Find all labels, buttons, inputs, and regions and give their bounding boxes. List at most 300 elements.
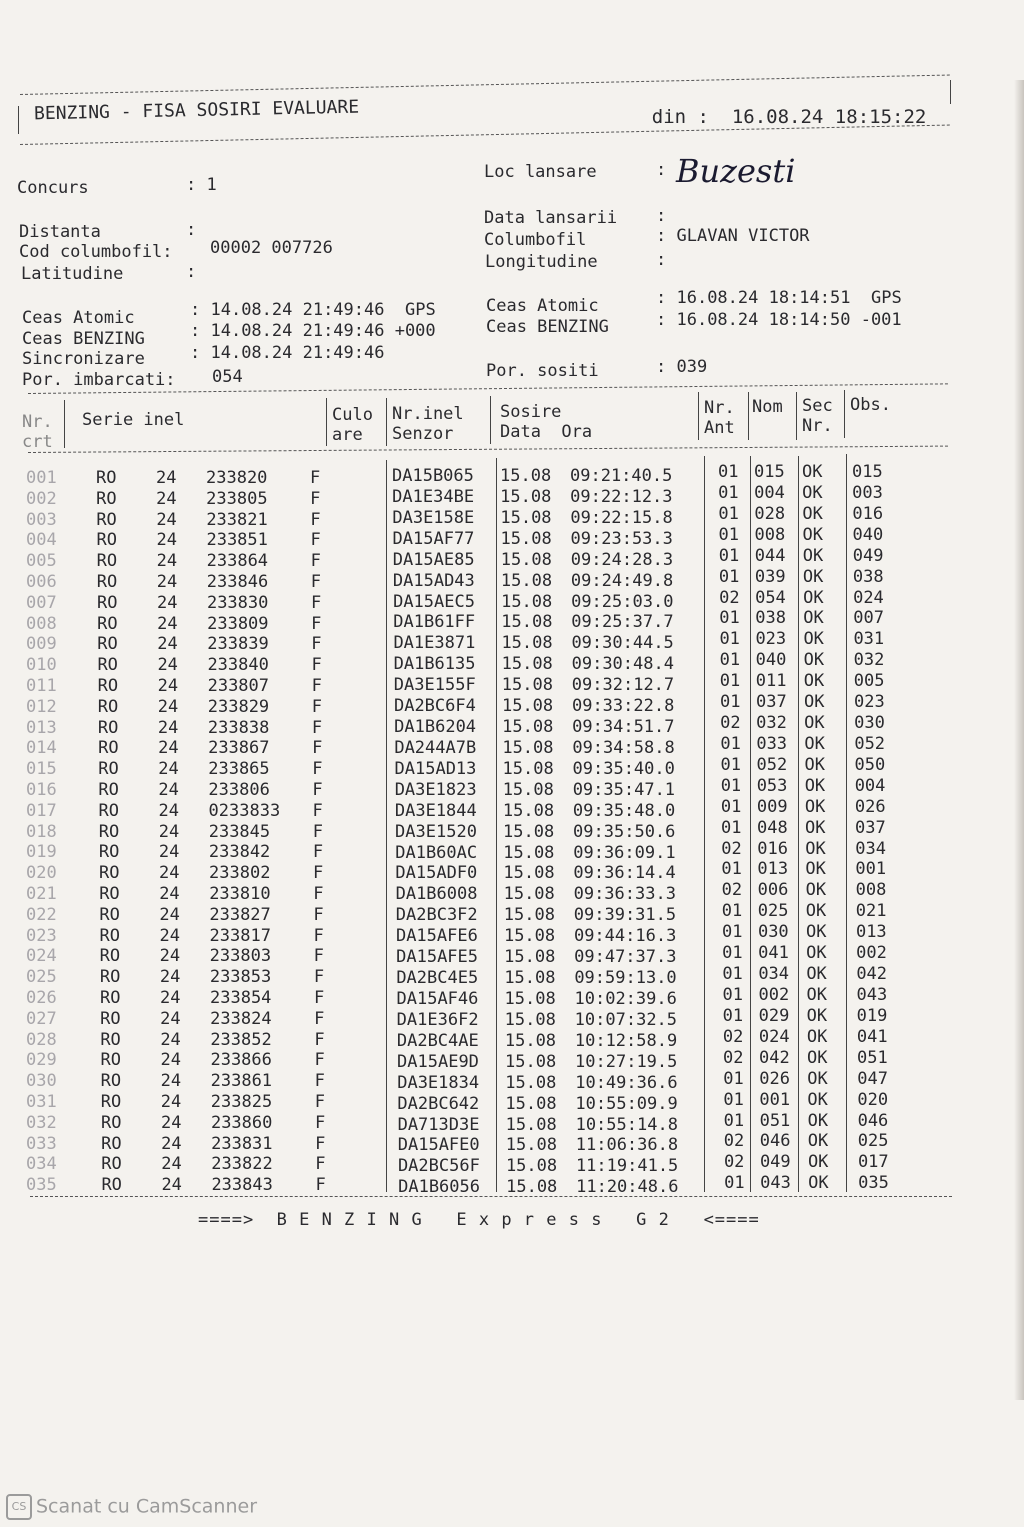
cell-time: 09:35:47.1 [572, 779, 676, 800]
cell-ro: RO [101, 1154, 122, 1175]
cell-time: 11:20:48.6 [576, 1177, 679, 1198]
cell-nom: 024 [758, 1026, 790, 1047]
cell-senz: DA2BC642 [397, 1093, 480, 1114]
cell-sec: OK [802, 462, 823, 482]
cell-num: 233809 [207, 613, 269, 634]
cell-ant: 01 [718, 524, 740, 545]
cell-senz: DA2BC4E5 [396, 968, 479, 989]
cell-sec: OK [808, 1173, 829, 1194]
cell-f: F [312, 738, 323, 759]
cell-num: 233846 [206, 572, 269, 592]
table-row [0, 1154, 1024, 1175]
cell-f: F [313, 946, 324, 967]
cell-date: 15.08 [500, 528, 552, 549]
cell-f: F [313, 925, 324, 946]
columbofil-label: Columbofil [484, 230, 587, 250]
cell-yr: 24 [158, 821, 180, 842]
cell-senz: DA3E158E [392, 507, 475, 528]
cell-f: F [313, 904, 324, 925]
cell-sec: OK [804, 775, 826, 796]
cell-num: 233853 [209, 967, 272, 988]
cell-sec: OK [807, 1089, 828, 1110]
cell-yr: 24 [161, 1154, 182, 1175]
cell-nom: 052 [756, 754, 788, 775]
cell-yr: 24 [158, 738, 179, 759]
cell-obs: 019 [856, 1005, 888, 1026]
cell-nom: 013 [757, 859, 789, 880]
cell-num: 233867 [208, 738, 270, 759]
cell-ro: RO [98, 800, 120, 821]
cell-ro: RO [100, 1112, 122, 1133]
cod-columbofil-value: 00002 007726 [210, 238, 333, 258]
cell-yr: 24 [156, 509, 177, 530]
cell-nom: 001 [759, 1089, 791, 1110]
cell-nr: 026 [26, 988, 57, 1008]
cell-sec: OK [804, 796, 826, 817]
cell-time: 09:35:48.0 [572, 800, 676, 821]
cell-nr: 004 [26, 530, 57, 551]
cell-f: F [314, 1050, 325, 1071]
cell-ant: 02 [723, 1131, 745, 1152]
cell-num: 233820 [206, 468, 268, 488]
cell-yr: 24 [160, 1029, 181, 1050]
imbarcati-value: 054 [212, 367, 243, 387]
cell-num: 233803 [209, 946, 272, 967]
cell-f: F [311, 634, 322, 655]
cell-date: 15.08 [503, 842, 555, 863]
cell-date: 15.08 [501, 675, 553, 696]
cell-num: 233830 [206, 592, 269, 613]
cell-obs: 024 [853, 587, 884, 608]
cell-nr: 021 [26, 884, 57, 904]
cell-yr: 24 [158, 842, 180, 863]
cell-sec: OK [807, 1131, 829, 1152]
cell-f: F [311, 613, 322, 634]
cell-obs: 004 [854, 775, 886, 796]
cell-ant: 01 [721, 859, 742, 880]
cell-obs: 049 [852, 545, 884, 566]
cell-senz: DA1B6008 [395, 884, 478, 905]
cell-sec: OK [803, 587, 824, 608]
cell-nom: 029 [758, 1005, 790, 1026]
cell-sec: OK [803, 692, 825, 713]
cell-nr: 013 [26, 717, 57, 738]
ceas-benzing-left-value: : 14.08.24 21:49:46 +000 [190, 321, 436, 341]
cell-yr: 24 [160, 1071, 182, 1092]
cell-ro: RO [100, 1008, 121, 1029]
cell-senz: DA15B065 [392, 466, 474, 486]
cell-num: 233842 [208, 842, 271, 863]
cell-time: 11:19:41.5 [575, 1156, 679, 1177]
cell-ro: RO [96, 488, 117, 509]
data-lansarii-label: Data lansarii [484, 208, 618, 228]
cell-senz: DA713D3E [397, 1114, 480, 1135]
col-header-obs: Obs. [850, 395, 891, 415]
cell-obs: 050 [854, 754, 886, 775]
sincronizare-value: : 14.08.24 21:49:46 [190, 343, 385, 363]
cell-yr: 24 [159, 863, 180, 884]
cell-yr: 24 [159, 967, 181, 988]
cell-date: 15.08 [503, 905, 555, 926]
cell-nom: 054 [755, 587, 786, 608]
cell-ant: 01 [719, 671, 741, 692]
distanta-colon: : [186, 220, 197, 240]
cell-senz: DA15AF46 [396, 989, 479, 1009]
cell-time: 09:39:31.5 [573, 905, 677, 926]
cell-ant: 01 [718, 503, 739, 524]
cell-date: 15.08 [505, 1156, 558, 1177]
cell-f: F [310, 468, 321, 488]
cell-f: F [310, 509, 321, 530]
cell-time: 09:33:22.8 [571, 696, 675, 717]
latitudine-colon: : [186, 262, 197, 282]
cell-senz: DA2BC4AE [396, 1030, 479, 1051]
cell-sec: OK [802, 545, 824, 566]
cell-senz: DA1E36F2 [396, 1009, 479, 1030]
cell-ro: RO [99, 884, 120, 904]
cell-sec: OK [802, 482, 823, 503]
cell-senz: DA1B61FF [393, 612, 476, 633]
cell-num: 233864 [206, 551, 269, 572]
cell-senz: DA15AFE6 [395, 926, 478, 947]
cell-nr: 031 [26, 1092, 57, 1112]
cell-time: 10:49:36.6 [575, 1072, 678, 1093]
cell-ro: RO [99, 925, 120, 946]
cell-nom: 008 [754, 524, 786, 545]
cell-f: F [314, 1008, 325, 1029]
cell-yr: 24 [158, 759, 179, 780]
cell-date: 15.08 [501, 612, 553, 633]
cell-nr: 029 [26, 1050, 57, 1071]
cell-sec: OK [802, 524, 824, 545]
cell-nom: 006 [757, 880, 789, 901]
cell-nr: 009 [26, 634, 57, 655]
cell-ant: 02 [723, 1047, 744, 1068]
cell-nom: 016 [757, 838, 788, 859]
cell-f: F [314, 1071, 325, 1092]
cell-num: 233865 [208, 759, 270, 780]
cell-time: 09:36:14.4 [573, 863, 676, 884]
cell-num: 233838 [207, 717, 270, 738]
cell-nr: 014 [26, 738, 57, 759]
cell-num: 233817 [209, 925, 271, 946]
cell-sec: OK [805, 880, 827, 901]
cell-yr: 24 [159, 925, 180, 946]
cell-ro: RO [100, 1092, 122, 1112]
cell-num: 233825 [210, 1092, 273, 1112]
table-row [0, 1175, 1024, 1196]
cell-f: F [315, 1133, 326, 1154]
cell-ant: 01 [723, 1068, 744, 1089]
cell-senz: DA3E1520 [395, 821, 477, 842]
cell-ant: 01 [722, 985, 743, 1005]
cell-senz: DA2BC6F4 [393, 696, 476, 717]
cell-obs: 037 [855, 817, 886, 838]
cell-ant: 01 [722, 964, 743, 985]
cell-nr: 030 [26, 1071, 57, 1092]
cell-nr: 010 [26, 655, 57, 676]
cell-nr: 019 [26, 842, 57, 863]
cell-f: F [314, 988, 325, 1008]
cell-date: 15.08 [504, 947, 556, 968]
cell-time: 09:47:37.3 [574, 947, 677, 968]
imbarcati-label: Por. imbarcati: [22, 370, 176, 390]
cell-num: 233845 [208, 821, 271, 842]
cell-nr: 012 [26, 696, 57, 717]
cell-date: 15.08 [500, 507, 552, 528]
cell-obs: 038 [852, 566, 884, 587]
cell-sec: OK [805, 859, 826, 880]
cell-date: 15.08 [503, 821, 555, 842]
cell-obs: 034 [855, 838, 886, 859]
col-header-sosire: Sosire Data Ora [500, 402, 593, 442]
cell-yr: 24 [160, 1092, 182, 1112]
cell-date: 15.08 [503, 884, 555, 905]
cell-nr: 034 [26, 1154, 57, 1175]
cell-date: 15.08 [502, 800, 555, 821]
report-date-value: 16.08.24 18:15:22 [731, 106, 927, 128]
cell-nr: 017 [26, 800, 57, 821]
cell-obs: 008 [855, 880, 887, 901]
cell-nr: 035 [26, 1175, 57, 1196]
table-bottom-rule [30, 1196, 952, 1197]
cell-yr: 24 [156, 551, 178, 572]
cell-date: 15.08 [505, 1093, 557, 1114]
cell-ro: RO [96, 509, 117, 530]
cell-senz: DA15AFE5 [396, 947, 479, 968]
cell-ro: RO [98, 780, 119, 800]
cell-num: 233851 [206, 530, 268, 551]
cell-nom: 043 [760, 1173, 791, 1194]
cell-ant: 01 [721, 817, 742, 838]
cell-time: 09:30:44.5 [571, 633, 674, 654]
cell-obs: 052 [854, 733, 886, 754]
cell-num: 233810 [209, 884, 271, 904]
col-header-ant: Nr. Ant [704, 398, 735, 438]
col-header-serie: Serie inel [82, 410, 185, 430]
cell-nom: 051 [759, 1110, 791, 1131]
col-header-nr: Nr. crt [22, 412, 53, 452]
cell-ant: 01 [723, 1110, 745, 1131]
cell-f: F [310, 592, 322, 613]
cell-f: F [314, 1029, 325, 1050]
cell-ant: 02 [722, 1026, 744, 1047]
camscanner-watermark [6, 1494, 257, 1520]
cell-ant: 01 [718, 462, 739, 482]
cell-ro: RO [98, 759, 119, 780]
cell-sec: OK [805, 817, 826, 838]
col-header-nom: Nom [752, 397, 783, 417]
cell-yr: 24 [161, 1133, 182, 1154]
cell-nom: 046 [759, 1131, 791, 1152]
concurs-value: : 1 [186, 175, 217, 195]
cell-senz: DA15AF77 [392, 528, 475, 549]
cell-sec: OK [802, 503, 823, 524]
cell-date: 15.08 [504, 1009, 556, 1030]
cod-columbofil-label: Cod columbofil: [19, 242, 173, 262]
cell-num: 233805 [206, 488, 268, 509]
ceas-atomic-right-value: : 16.08.24 18:14:51 GPS [656, 288, 902, 308]
cell-num: 233807 [207, 676, 270, 696]
cell-date: 15.08 [500, 486, 552, 507]
col-sep-4 [490, 396, 491, 444]
cell-nom: 049 [759, 1152, 791, 1173]
cell-sec: OK [807, 1068, 828, 1089]
cell-f: F [310, 530, 321, 551]
loc-lansare-handwritten: Buzesti [676, 152, 796, 190]
cell-nr: 020 [26, 863, 57, 884]
cell-time: 09:22:12.3 [570, 486, 673, 507]
cell-date: 15.08 [502, 737, 554, 758]
cell-yr: 24 [160, 988, 181, 1008]
loc-lansare-label: Loc lansare [484, 162, 597, 182]
cell-ant: 01 [721, 922, 743, 943]
cell-date: 15.08 [501, 654, 553, 675]
cell-obs: 025 [857, 1131, 889, 1152]
cell-sec: OK [804, 733, 825, 754]
col-sep-2 [326, 398, 327, 446]
cell-obs: 032 [853, 650, 885, 671]
cell-f: F [313, 967, 325, 988]
cell-obs: 040 [852, 524, 884, 545]
cell-ro: RO [97, 676, 119, 696]
cell-senz: DA1B6056 [398, 1177, 480, 1198]
cell-nom: 004 [754, 482, 785, 503]
cell-nr: 023 [26, 925, 57, 946]
cell-sec: OK [803, 608, 824, 629]
columbofil-value: : GLAVAN VICTOR [656, 226, 810, 246]
cell-num: 233840 [207, 655, 269, 676]
cell-sec: OK [806, 1005, 828, 1026]
cell-nom: 030 [757, 922, 789, 943]
cell-time: 11:06:36.8 [575, 1135, 679, 1156]
cell-senz: DA15ADF0 [395, 863, 478, 884]
cell-obs: 047 [857, 1068, 888, 1089]
cell-yr: 24 [159, 946, 181, 967]
cell-num: 233829 [207, 696, 270, 717]
cell-time: 09:24:49.8 [570, 570, 674, 591]
cell-ro: RO [98, 738, 119, 759]
cell-ant: 01 [722, 943, 743, 964]
cell-senz: DA3E1844 [394, 800, 477, 821]
cell-time: 09:25:37.7 [571, 612, 674, 633]
cell-senz: DA1E3871 [393, 633, 476, 654]
cell-f: F [311, 676, 322, 696]
cell-nr: 022 [26, 904, 57, 925]
cell-yr: 24 [157, 717, 179, 738]
cell-nr: 024 [26, 946, 57, 967]
cell-date: 15.08 [503, 863, 555, 884]
cell-nom: 044 [754, 545, 786, 566]
cell-date: 15.08 [501, 696, 554, 717]
cell-ant: 01 [723, 1089, 744, 1110]
cell-yr: 24 [157, 634, 178, 655]
cell-nom: 034 [758, 964, 790, 985]
cell-f: F [310, 572, 322, 592]
cell-sec: OK [804, 754, 825, 775]
col-sep-7 [796, 392, 797, 440]
cell-yr: 24 [160, 1008, 181, 1029]
cell-ro: RO [98, 821, 120, 842]
cell-ant: 01 [718, 566, 740, 587]
cell-date: 15.08 [505, 1114, 557, 1135]
ceas-benzing-left-label: Ceas BENZING [22, 329, 145, 349]
cell-num: 233821 [206, 509, 268, 530]
cell-nr: 028 [26, 1029, 57, 1050]
cell-f: F [315, 1154, 326, 1175]
cell-nr: 003 [26, 509, 57, 530]
cell-time: 09:44:16.3 [573, 926, 677, 947]
cell-f: F [310, 551, 321, 572]
longitudine-colon: : [656, 250, 667, 270]
cell-nom: 023 [755, 629, 787, 650]
cell-ro: RO [96, 572, 118, 592]
cell-nom: 041 [758, 943, 789, 964]
cell-obs: 041 [856, 1026, 888, 1047]
cell-nom: 039 [754, 566, 786, 587]
cell-ro: RO [96, 530, 117, 551]
cell-ro: RO [97, 655, 118, 676]
col-header-inel-senzor: Nr.inel Senzor [392, 404, 464, 444]
cell-obs: 026 [854, 796, 886, 817]
cell-nom: 042 [759, 1047, 790, 1068]
cell-senz: DA2BC3F2 [395, 905, 478, 926]
cell-ro: RO [98, 842, 120, 863]
cell-ant: 01 [719, 650, 741, 671]
cell-time: 10:02:39.6 [574, 989, 677, 1009]
cell-obs: 035 [858, 1173, 889, 1194]
cell-time: 10:12:58.9 [574, 1030, 678, 1051]
cell-obs: 002 [856, 943, 887, 964]
cell-senz: DA3E1823 [394, 779, 477, 800]
cell-num: 233802 [209, 863, 271, 884]
cell-f: F [311, 696, 322, 717]
cell-num: 233854 [210, 988, 272, 1008]
cell-nom: 040 [755, 650, 787, 671]
cell-obs: 043 [856, 985, 888, 1005]
cell-nom: 011 [755, 671, 787, 692]
cell-sec: OK [805, 922, 827, 943]
sincronizare-label: Sincronizare [22, 349, 145, 369]
report-title: BENZING - FISA SOSIRI EVALUARE [33, 96, 360, 125]
cell-nr: 025 [26, 967, 57, 988]
cell-nom: 015 [754, 462, 785, 482]
cell-obs: 003 [852, 482, 883, 503]
cell-num: 233822 [211, 1154, 273, 1175]
cell-obs: 030 [854, 713, 885, 734]
cell-ant: 01 [722, 1005, 744, 1026]
cell-senz: DA3E155F [393, 675, 476, 696]
cell-ant: 02 [719, 587, 740, 608]
cell-ro: RO [97, 634, 118, 655]
cell-yr: 24 [157, 676, 179, 696]
cell-sec: OK [806, 964, 827, 985]
ceas-benzing-right-label: Ceas BENZING [486, 317, 609, 337]
cell-yr: 24 [156, 530, 177, 551]
cell-num: 233824 [210, 1008, 272, 1029]
cell-time: 09:24:28.3 [570, 549, 674, 570]
cell-nom: 033 [756, 733, 788, 754]
cell-f: F [312, 800, 323, 821]
cell-time: 10:55:09.9 [575, 1093, 678, 1114]
cell-num: 233827 [209, 904, 271, 925]
cell-ro: RO [96, 468, 117, 488]
cell-date: 15.08 [500, 466, 552, 486]
cell-time: 09:36:33.3 [573, 884, 676, 905]
cell-yr: 24 [156, 488, 177, 509]
cell-num: 0233833 [208, 800, 281, 821]
longitudine-label: Longitudine [485, 252, 598, 272]
